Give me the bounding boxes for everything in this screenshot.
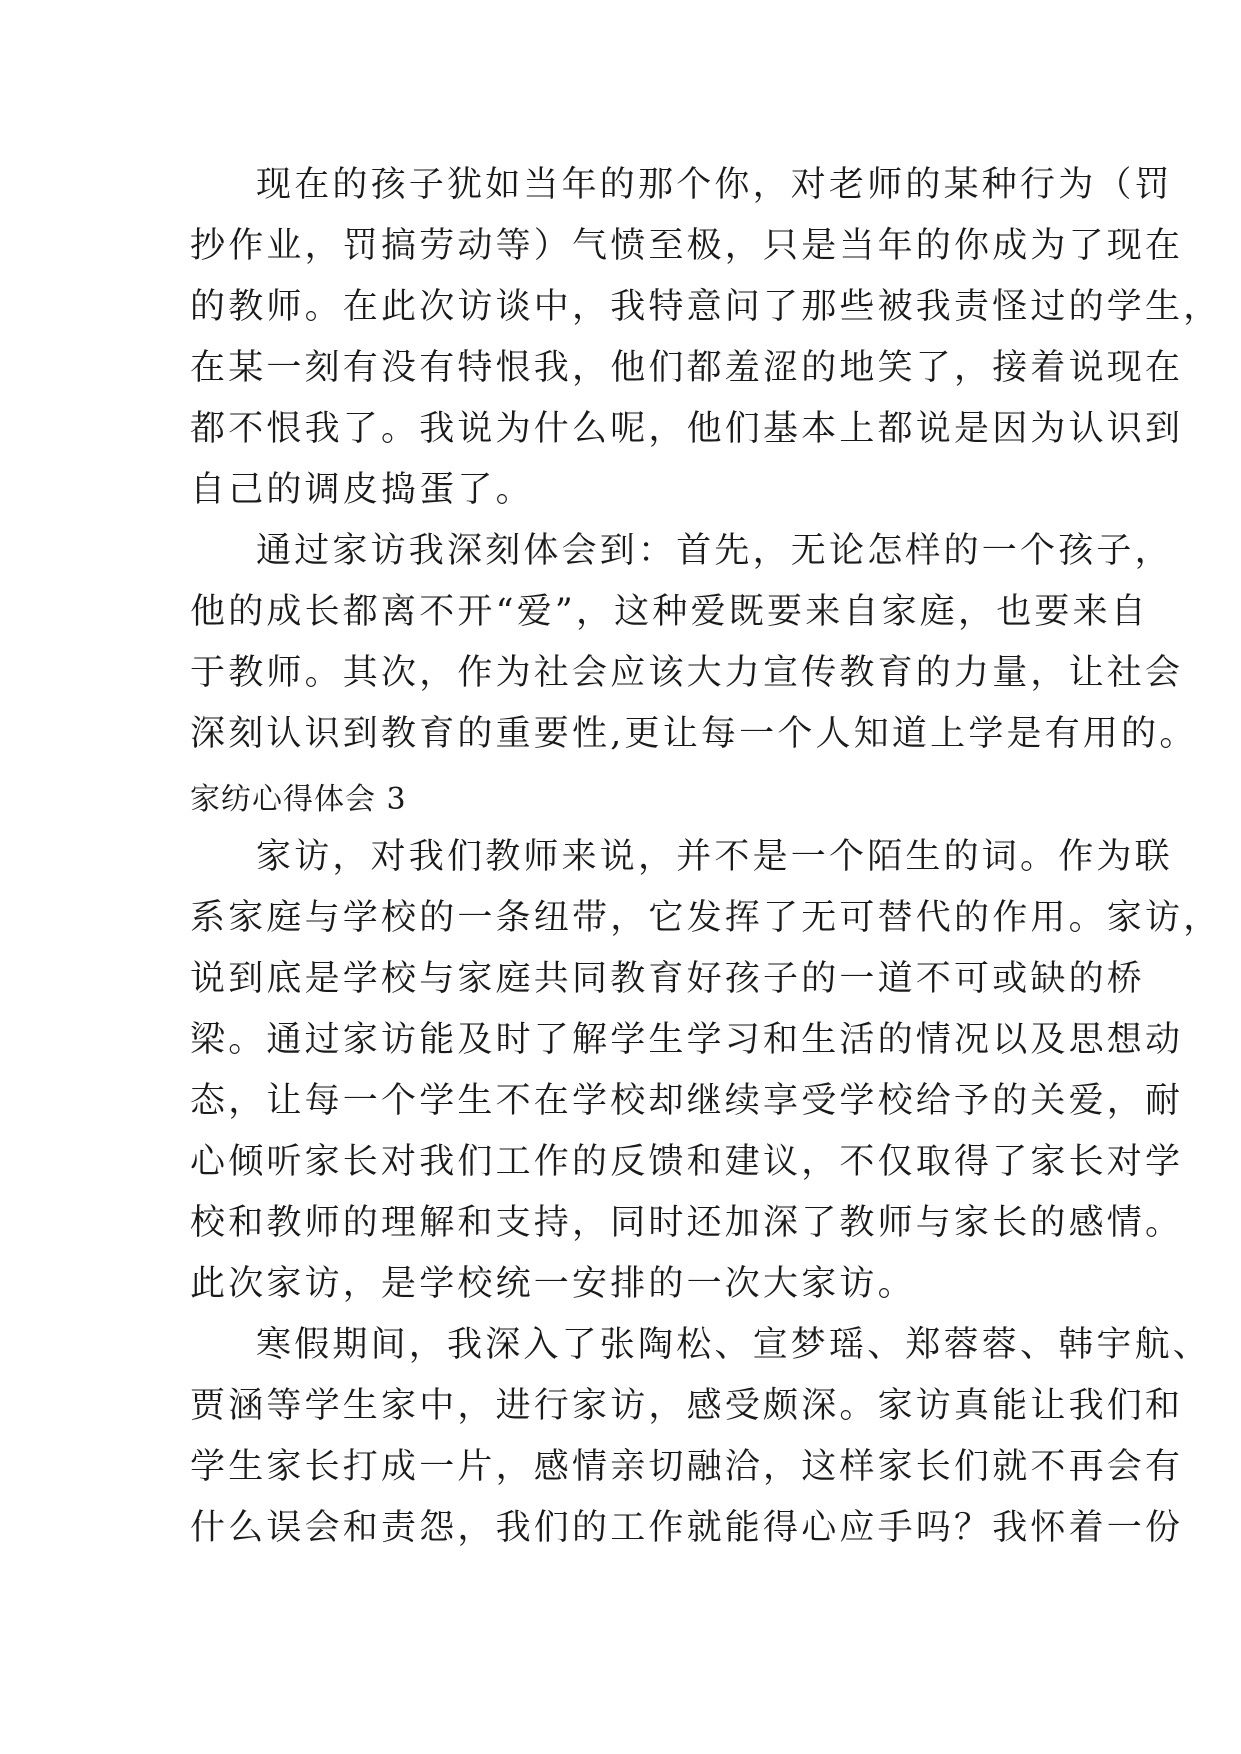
paragraph-2 [190,521,1198,765]
text-line: 的教师。在此次访谈中，我特意问了那些被我责怪过的学生， [190,287,1222,327]
text-line: 态，让每一个学生不在学校却继续享受学校给予的关爱，耐 [190,1081,1184,1121]
text-line: 他的成长都离不开“爱”，这种爱既要来自家庭，也要来自 [190,592,1149,632]
paragraph-3 [190,827,1221,1315]
text-line: 通过家访我深刻体会到：首先，无论怎样的一个孩子， [256,531,1173,571]
text-line: 寒假期间，我深入了张陶松、宣梦瑶、郑蓉蓉、韩宇航、 [256,1325,1212,1365]
text-line: 都不恨我了。我说为什么呢，他们基本上都说是因为认识到 [190,409,1184,449]
text-line: 校和教师的理解和支持，同时还加深了教师与家长的感情。 [190,1203,1184,1243]
text-line: 于教师。其次，作为社会应该大力宣传教育的力量，让社会 [190,653,1184,693]
text-line: 深刻认识到教育的重要性,更让每一个人知道上学是有用的。 [190,714,1198,754]
paragraph-4 [190,1315,1211,1559]
text-line: 系家庭与学校的一条纽带，它发挥了无可替代的作用。家访， [190,898,1222,938]
text-line: 现在的孩子犹如当年的那个你，对老师的某种行为（罚 [256,165,1173,205]
paragraph-1 [190,155,1221,521]
text-line: 在某一刻有没有特恨我，他们都羞涩的地笑了，接着说现在 [190,348,1184,388]
text-line: 学生家长打成一片，感情亲切融洽，这样家长们就不再会有 [190,1447,1184,1487]
text-line: 什么误会和责怨，我们的工作就能得心应手吗？我怀着一份 [190,1508,1184,1548]
text-line: 梁。通过家访能及时了解学生学习和生活的情况以及思想动 [190,1020,1184,1060]
text-line: 此次家访，是学校统一安排的一次大家访。 [190,1264,916,1304]
text-line: 抄作业，罚搞劳动等）气愤至极，只是当年的你成为了现在 [190,226,1184,266]
text-line: 家访，对我们教师来说，并不是一个陌生的词。作为联 [256,837,1173,877]
text-line: 自己的调皮捣蛋了。 [190,470,534,510]
text-line: 心倾听家长对我们工作的反馈和建议，不仅取得了家长对学 [190,1142,1184,1182]
section-heading: 家纺心得体会 3 [190,782,407,817]
text-line: 说到底是学校与家庭共同教育好孩子的一道不可或缺的桥 [190,959,1146,999]
text-line: 贾涵等学生家中，进行家访，感受颇深。家访真能让我们和 [190,1386,1184,1426]
